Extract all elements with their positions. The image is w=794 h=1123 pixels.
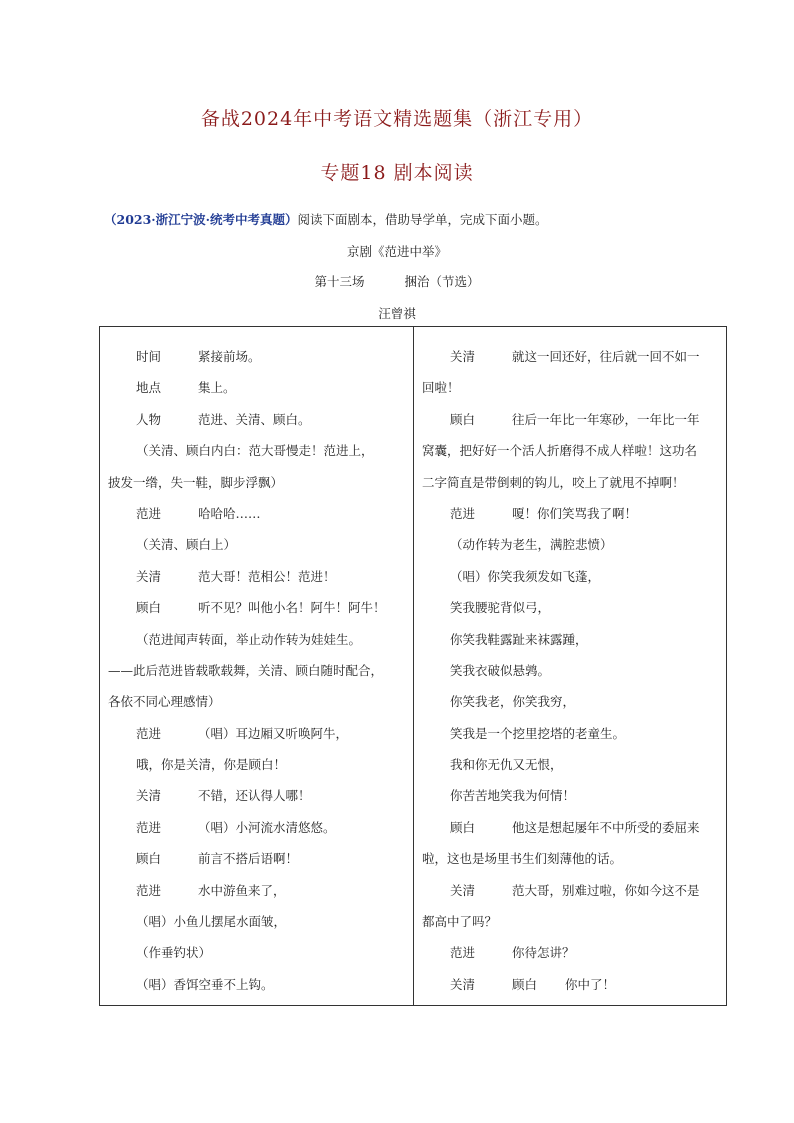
speaker-name: 关清 bbox=[136, 568, 162, 584]
script-text: 笑我衣破似悬鹑。 bbox=[450, 662, 551, 678]
script-line bbox=[108, 843, 408, 874]
speaker-name: 范进 bbox=[136, 882, 162, 898]
script-line bbox=[422, 937, 724, 968]
column-divider bbox=[413, 327, 414, 1005]
script-line bbox=[422, 529, 724, 560]
speaker-name: 顾白 bbox=[450, 819, 476, 835]
main-title: 备战2024年中考语文精选题集（浙江专用） bbox=[200, 108, 594, 130]
script-text: 披发一绺，失一鞋，脚步浮飘） bbox=[108, 474, 284, 490]
speaker-name: 关清 bbox=[136, 788, 162, 804]
speaker-name: 范进 bbox=[450, 505, 476, 521]
script-line bbox=[422, 435, 724, 466]
script-line bbox=[422, 341, 724, 372]
question-source: （2023·浙江宁波·统考中考真题） bbox=[104, 212, 298, 227]
script-text: （动作转为老生，满腔悲愤） bbox=[450, 537, 613, 553]
script-text: 范大哥！范相公！范进！ bbox=[198, 568, 336, 584]
script-line bbox=[108, 655, 408, 686]
script-line bbox=[422, 404, 724, 435]
script-text: 啦，这也是场里书生们刻薄他的话。 bbox=[422, 851, 623, 867]
script-text: 嗄！你们笑骂我了啊！ bbox=[512, 505, 638, 521]
script-text: 二字简直是带倒刺的钩儿，咬上了就甩不掉啊！ bbox=[422, 474, 685, 490]
script-text: 就这一回还好，往后就一回不如一 bbox=[512, 349, 700, 364]
play-author: 汪曾祺 bbox=[378, 306, 416, 321]
script-text: 你笑我鞋露趾来袜露踵， bbox=[450, 631, 588, 647]
script-text: （唱）小河流水清悠悠。 bbox=[198, 819, 336, 835]
script-line bbox=[422, 624, 724, 655]
sub-title: 专题18 剧本阅读 bbox=[320, 162, 474, 184]
script-text: 范大哥，别难过啦，你如今这不是 bbox=[512, 882, 700, 898]
script-line bbox=[422, 561, 724, 592]
question-instruction: 阅读下面剧本，借助导学单，完成下面小题。 bbox=[297, 212, 548, 227]
script-line bbox=[108, 341, 408, 372]
speaker-name: 范进 bbox=[136, 725, 162, 741]
script-text: 你待怎讲？ bbox=[512, 945, 575, 961]
script-line bbox=[108, 372, 408, 403]
script-text: （唱）香饵空垂不上钩。 bbox=[136, 976, 274, 992]
script-text: （唱）你笑我须发如飞蓬， bbox=[450, 568, 601, 584]
script-text: 回啦！ bbox=[422, 380, 460, 396]
script-line bbox=[108, 624, 408, 655]
script-text: 笑我腰驼背似弓， bbox=[450, 600, 551, 616]
script-line bbox=[108, 906, 408, 937]
speaker-name: 范进 bbox=[136, 505, 162, 521]
script-line bbox=[422, 498, 724, 529]
script-line bbox=[422, 372, 724, 403]
script-text: 我和你无仇又无恨， bbox=[450, 757, 563, 773]
script-line bbox=[422, 906, 724, 937]
script-line bbox=[108, 498, 408, 529]
script-line bbox=[108, 969, 408, 1000]
script-line bbox=[422, 969, 724, 1000]
play-title: 京剧《范进中举》 bbox=[346, 244, 447, 259]
script-left-column bbox=[108, 341, 408, 1000]
script-text: 笑我是一个挖里挖塔的老童生。 bbox=[450, 725, 626, 741]
speaker-name: 顾白 bbox=[136, 851, 162, 867]
script-line bbox=[108, 937, 408, 968]
script-line bbox=[422, 655, 724, 686]
script-line bbox=[422, 467, 724, 498]
script-line bbox=[422, 718, 724, 749]
script-text: 往后一年比一年寒砂，一年比一年 bbox=[512, 411, 700, 427]
speaker-name: 地点 bbox=[136, 380, 162, 396]
scene-number: 第十三场 bbox=[314, 274, 365, 289]
script-line bbox=[422, 843, 724, 874]
script-text: 顾白 bbox=[512, 976, 538, 992]
scene-name: 捆治（节选） bbox=[404, 274, 480, 289]
scene-heading bbox=[0, 272, 794, 290]
script-text: 不错，还认得人哪！ bbox=[198, 788, 311, 804]
script-text: 你笑我老，你笑我穷， bbox=[450, 694, 576, 710]
script-text: 你中了！ bbox=[565, 976, 616, 992]
script-text: 前言不搭后语啊！ bbox=[198, 851, 299, 867]
script-line bbox=[108, 435, 408, 466]
speaker-name: 范进 bbox=[136, 819, 162, 835]
script-line bbox=[108, 529, 408, 560]
script-text: 听不见？叫他小名！阿牛！阿牛！ bbox=[198, 600, 386, 616]
speaker-name: 关清 bbox=[450, 882, 476, 898]
script-text: 他这是想起屡年不中所受的委屈来 bbox=[512, 819, 700, 835]
speaker-name: 范进 bbox=[450, 945, 476, 961]
speaker-name: 顾白 bbox=[450, 411, 476, 427]
script-line bbox=[108, 467, 408, 498]
speaker-name: 关清 bbox=[450, 976, 476, 992]
script-text: （范进闻声转面，举止动作转为娃娃生。 bbox=[136, 631, 362, 647]
question-intro bbox=[104, 210, 548, 228]
script-line bbox=[422, 592, 724, 623]
script-text: （唱）小鱼儿摆尾水面皱， bbox=[136, 914, 287, 930]
script-text: 集上。 bbox=[198, 380, 236, 396]
script-text: 都高中了吗？ bbox=[422, 914, 498, 930]
script-text: （关清、顾白上） bbox=[136, 537, 237, 553]
script-text: 你苦苦地笑我为何情！ bbox=[450, 788, 576, 804]
script-line bbox=[108, 686, 408, 717]
script-text: 范进、关清、顾白。 bbox=[198, 411, 311, 427]
script-line bbox=[108, 561, 408, 592]
script-table bbox=[99, 326, 727, 1006]
script-text: 紧接前场。 bbox=[198, 349, 261, 364]
script-line bbox=[108, 718, 408, 749]
script-line bbox=[422, 686, 724, 717]
script-line bbox=[108, 812, 408, 843]
script-text: （唱）耳边厢又听唤阿牛， bbox=[198, 725, 349, 741]
script-line bbox=[108, 404, 408, 435]
script-right-column bbox=[422, 341, 724, 1000]
script-line bbox=[108, 780, 408, 811]
speaker-name: 关清 bbox=[450, 349, 476, 364]
script-text: 哈哈哈…… bbox=[198, 505, 261, 521]
script-text: （关清、顾白内白：范大哥慢走！范进上， bbox=[136, 443, 374, 459]
script-line bbox=[422, 875, 724, 906]
script-line bbox=[422, 812, 724, 843]
speaker-name: 时间 bbox=[136, 349, 162, 364]
script-line bbox=[422, 749, 724, 780]
script-line bbox=[422, 780, 724, 811]
script-line bbox=[108, 875, 408, 906]
script-text: 水中游鱼来了， bbox=[198, 882, 286, 898]
script-line bbox=[108, 749, 408, 780]
script-text: ——此后范进皆载歌载舞，关清、顾白随时配合， bbox=[108, 662, 384, 678]
script-text: 窝囊，把好好一个活人折磨得不成人样啦！这功名 bbox=[422, 443, 698, 459]
script-text: 哦，你是关清，你是顾白！ bbox=[136, 757, 287, 773]
script-text: （作垂钓状） bbox=[136, 945, 212, 961]
speaker-name: 顾白 bbox=[136, 600, 162, 616]
speaker-name: 人物 bbox=[136, 411, 162, 427]
script-line bbox=[108, 592, 408, 623]
script-text: 各依不同心理感情） bbox=[108, 694, 221, 710]
